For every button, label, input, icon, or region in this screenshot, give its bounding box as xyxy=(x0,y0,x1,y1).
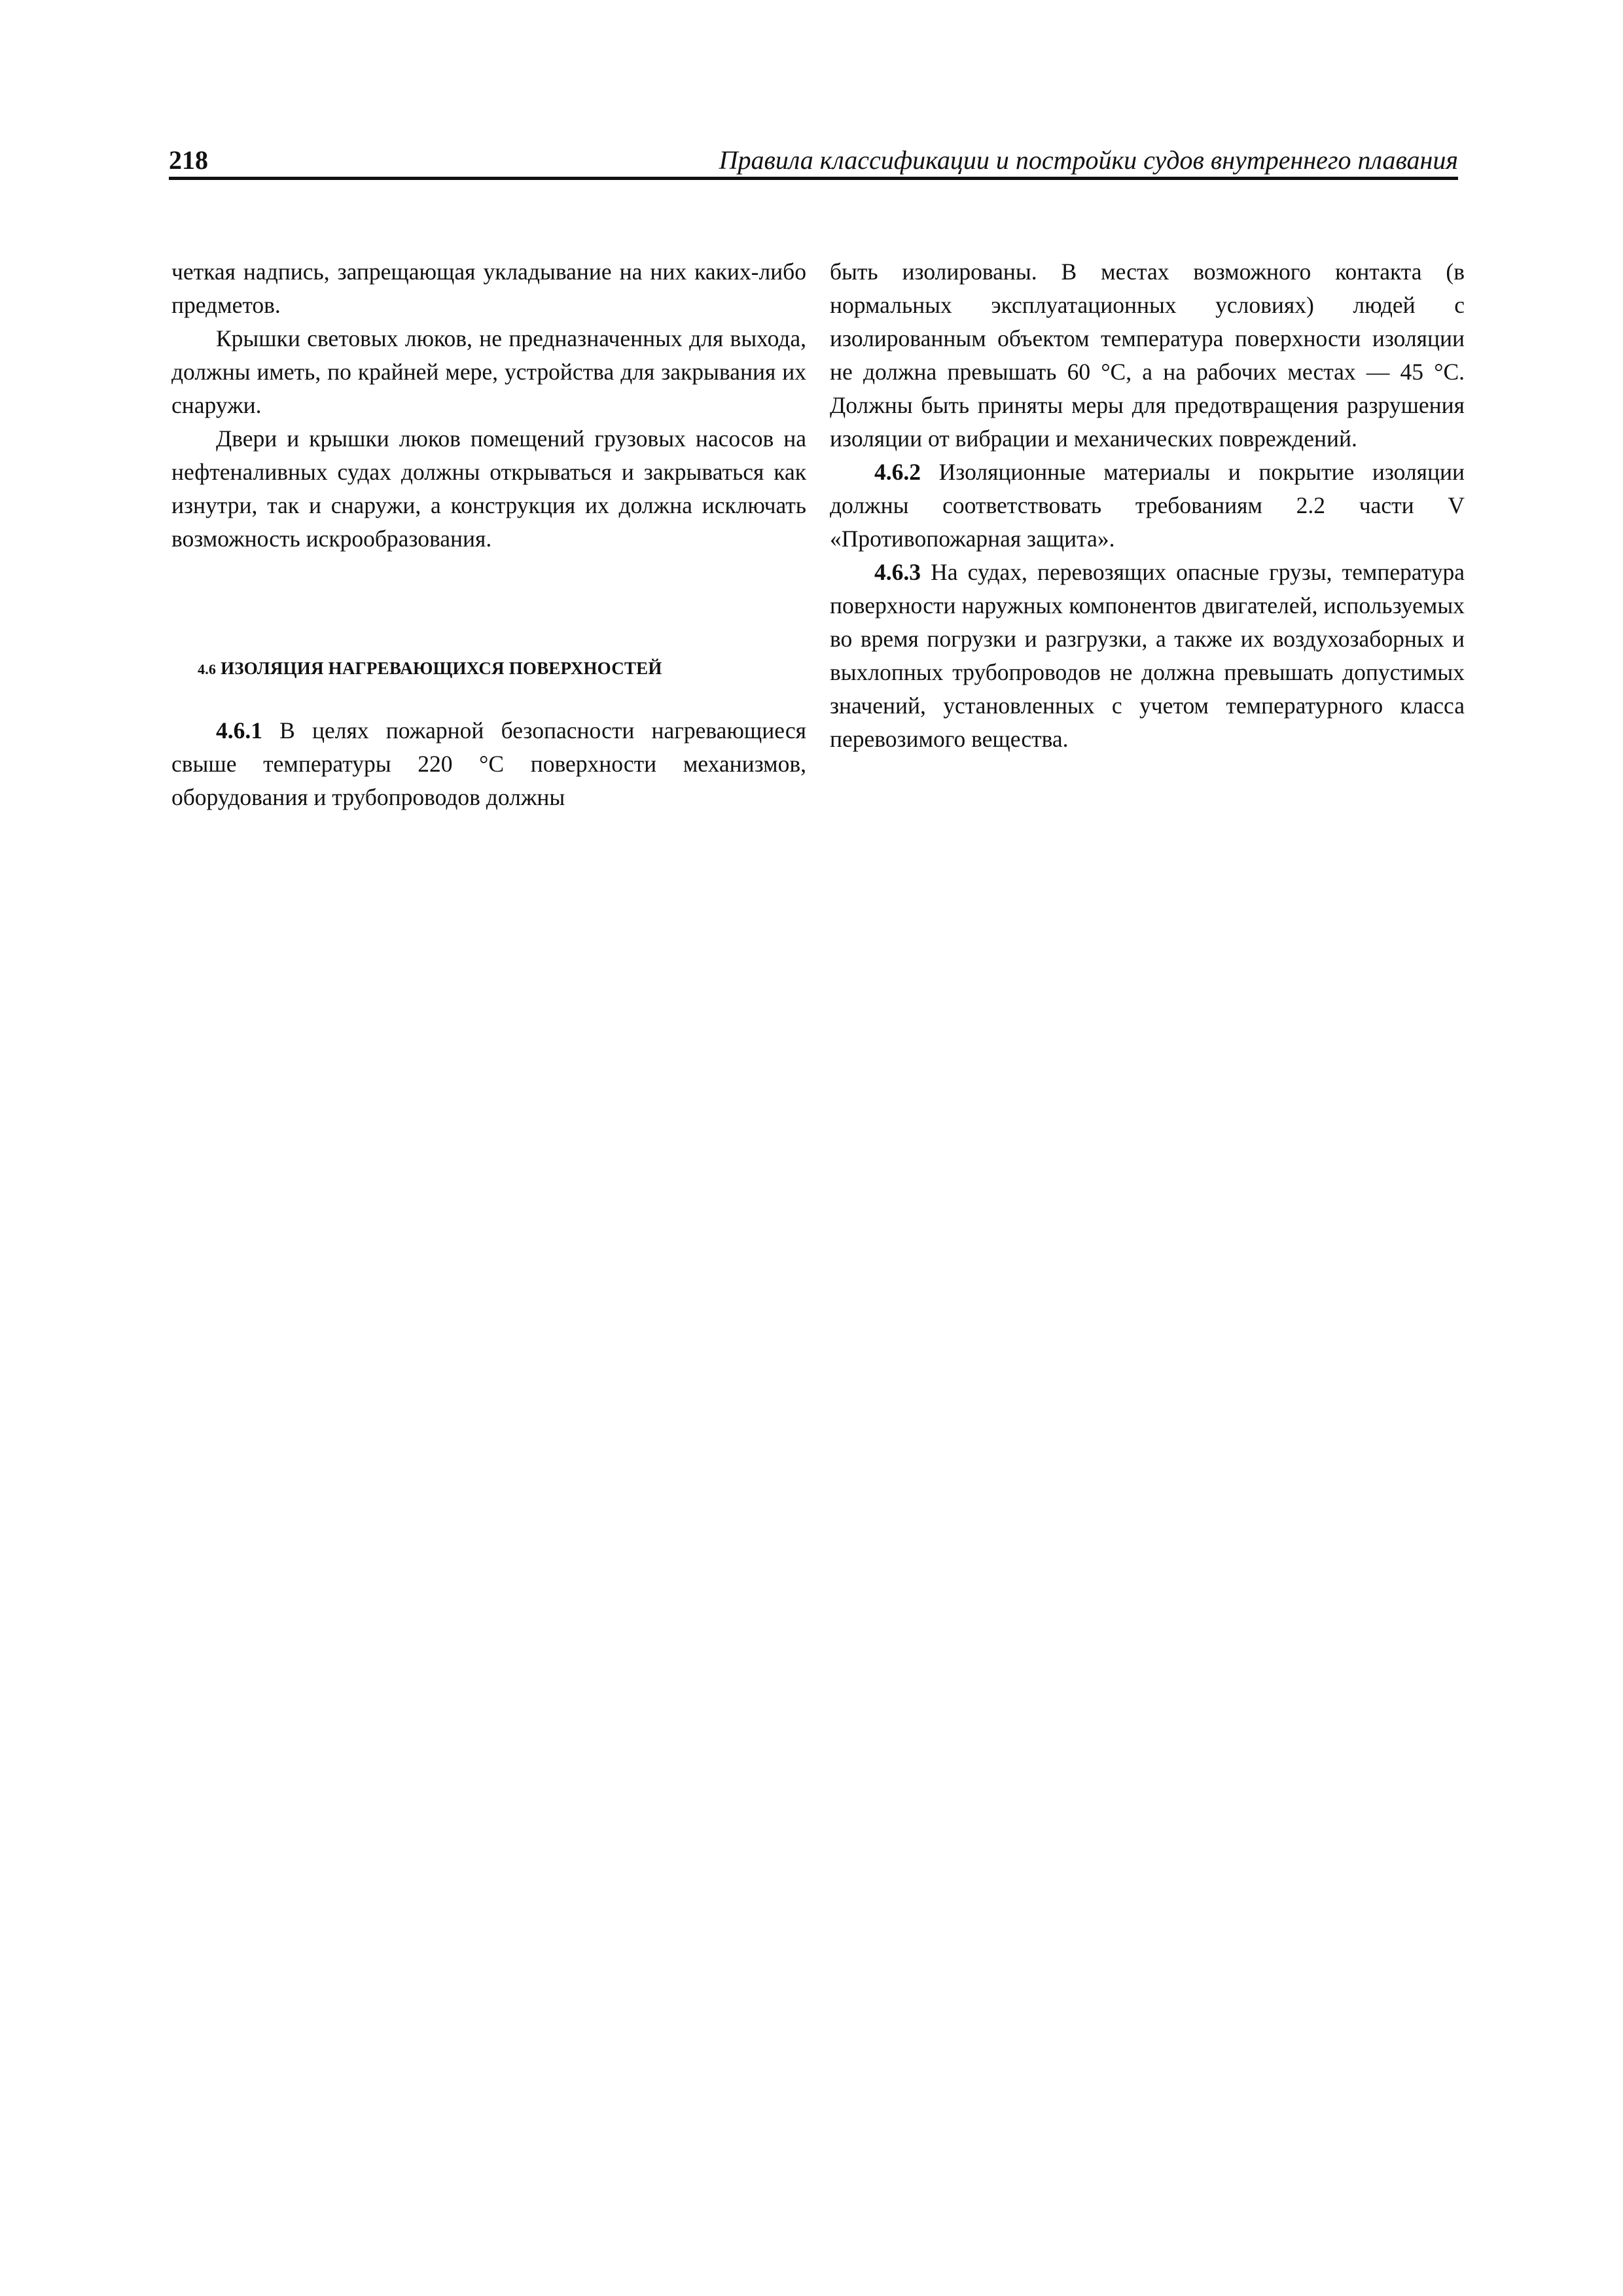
paragraph-skylight-covers: Крышки световых люков, не предназначенных для выхода, должны иметь, по крайней мере, устройства для закрывания их снаружи. xyxy=(171,325,806,418)
right-column xyxy=(830,255,1465,756)
clause-number: 4.6.1 xyxy=(216,717,262,744)
clause-number: 4.6.2 xyxy=(874,459,921,485)
paragraph-continuation: четкая надпись, запрещающая укладывание на них каких-либо предметов. xyxy=(171,259,806,318)
section-title: ИЗОЛЯЦИЯ НАГРЕВАЮЩИХСЯ ПОВЕРХНОСТЕЙ xyxy=(221,658,662,678)
paragraph-4-6-2 xyxy=(830,456,1465,556)
paragraph-pump-room-doors: Двери и крышки люков помещений грузовых насосов на нефтеналивных судах должны открываться и закрываться как изнутри, так и снаружи, а конструкция их должна исключать возможность искрообразования. xyxy=(171,425,806,552)
header-rule xyxy=(169,177,1458,180)
paragraph-4-6-3 xyxy=(830,556,1465,756)
paragraph-4-6-1 xyxy=(171,714,806,814)
running-title: Правила классификации и постройки судов внутреннего плавания xyxy=(719,145,1458,175)
page-number: 218 xyxy=(169,145,208,175)
paragraph-4-6-1-continued: быть изолированы. В местах возможного контакта (в нормальных эксплуатационных условиях) людей с изолированным объектом температура поверхности изоляции не должна превышать 60 °С, а на рабочих местах — 45 °С. Должны быть приняты меры для предотвращения разрушения изоляции от вибрации и механических повреждений. xyxy=(830,259,1465,452)
section-number: 4.6 xyxy=(198,661,217,677)
left-column xyxy=(171,255,806,814)
clause-text: Изоляционные материалы и покрытие изоляции должны соответствовать требованиям 2.2 части V «Противопожарная защита». xyxy=(830,459,1465,552)
clause-text: В целях пожарной безопасности нагревающиеся свыше температуры 220 °С поверхности механизмов, оборудования и трубопроводов должны xyxy=(171,717,806,810)
clause-text: На судах, перевозящих опасные грузы, температура поверхности наружных компонентов двигателей, используемых во время погрузки и разгрузки, а также их воздухозаборных и выхлопных трубопроводов не должна превышать допустимых значений, установленных с учетом температурного класса перевозимого вещества. xyxy=(830,559,1465,752)
section-heading xyxy=(171,655,806,683)
clause-number: 4.6.3 xyxy=(874,559,921,585)
